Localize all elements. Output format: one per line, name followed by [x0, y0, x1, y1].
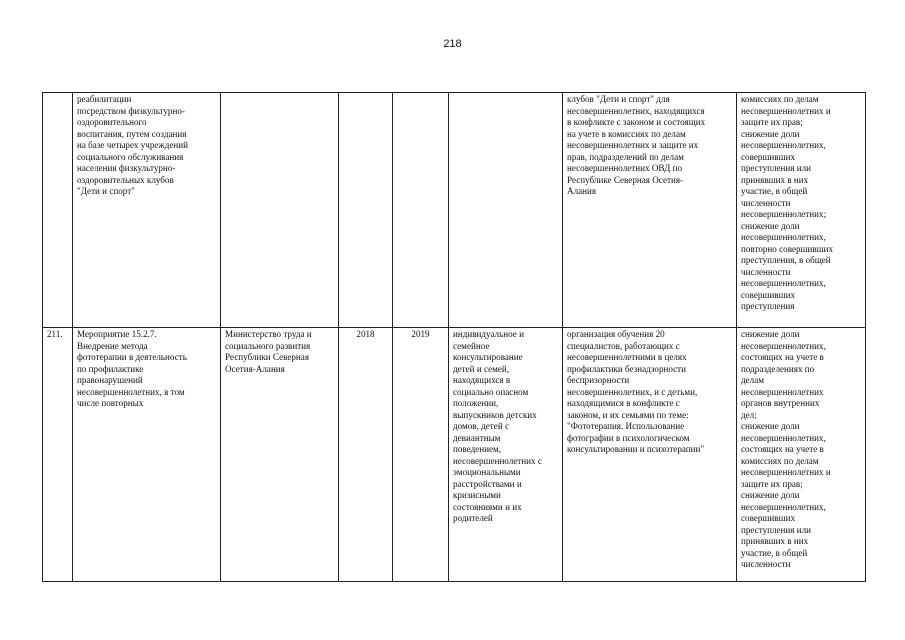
cell-description: [449, 93, 563, 328]
cell-end-year: [393, 93, 449, 328]
cell-start-year: [339, 93, 393, 328]
cell-measure: Мероприятие 15.2.7. Внедрение метода фототерапии в деятельность по профилактике правонарушений несовершеннолетних, в том числе повторных: [73, 328, 221, 582]
cell-number: 211.: [43, 328, 73, 582]
cell-content: клубов "Дети и спорт" для несовершеннолетних, находящихся в конфликте с законом и состоящих на учете в комиссиях по делам несовершеннолетних и защите их прав, подразделений по делам несовершеннолетних ОВД по Республике Северная Осетия- Алания: [563, 93, 737, 328]
cell-result: комиссиях по делам несовершеннолетних и защите их прав; снижение доли несовершеннолетних, совершивших преступления или принявших в них участие, в общей численности несовершеннолетних; снижение доли несовершеннолетних, повторно совершивших преступления, в общей численности несовершеннолетних, совершивших преступления: [737, 93, 866, 328]
cell-result: снижение доли несовершеннолетних, состоящих на учете в подразделениях по делам несовершеннолетних органов внутренних дел; снижение доли несовершеннолетних, состоящих на учете в комиссиях по делам несовершеннолетних и защите их прав; снижение доли несовершеннолетних, совершивших преступления или принявших в них участие, в общей численности: [737, 328, 866, 582]
cell-measure: реабилитации посредством физкультурно- оздоровительного воспитания, путем создания на базе четырех учреждений социального обслуживания населения физкультурно- оздоровительных клубов "Дети и спорт": [73, 93, 221, 328]
cell-executor: Министерство труда и социального развития Республики Северная Осетия-Алания: [221, 328, 339, 582]
page-number: 218: [443, 38, 462, 50]
table-row: [43, 93, 866, 328]
cell-number: [43, 93, 73, 328]
cell-description: индивидуальное и семейное консультирование детей и семей, находящихся в социально опасном положении, выпускников детских домов, детей с девиантным поведением, несовершеннолетних с эмоциональными расстройствами и кризисными состояниями и их родителей: [449, 328, 563, 582]
measures-table: [42, 92, 866, 582]
cell-executor: [221, 93, 339, 328]
table-row: [43, 328, 866, 582]
cell-content: организация обучения 20 специалистов, работающих с несовершеннолетними в целях профилактики безнадзорности беспризорности несовершеннолетних, и с детьми, находящимися в конфликте с законом, и их семьями по теме: "Фототерапия. Использование фотографии в психологическом консультировании и психотерапии": [563, 328, 737, 582]
cell-start-year: 2018: [339, 328, 393, 582]
cell-end-year: 2019: [393, 328, 449, 582]
